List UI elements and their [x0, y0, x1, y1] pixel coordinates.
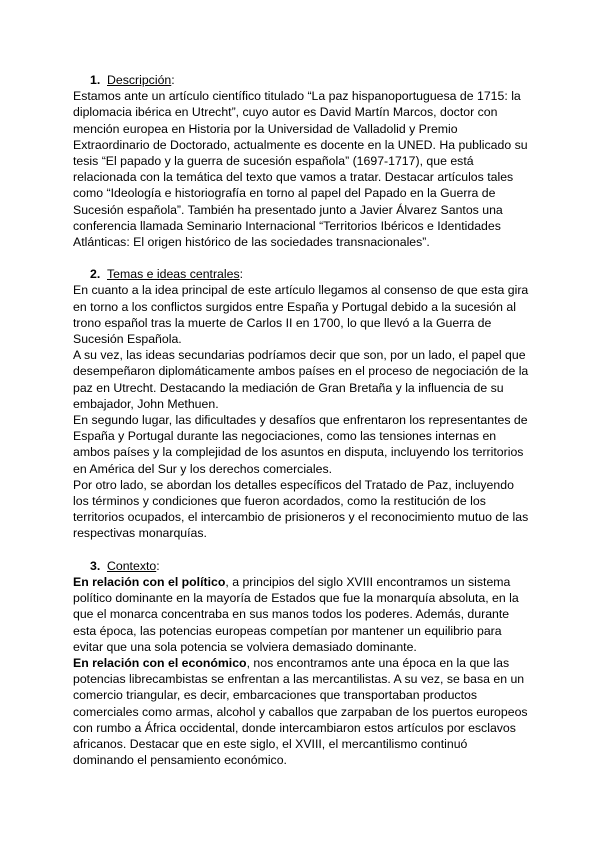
paragraph: En segundo lugar, las dificultades y desafíos que enfrentaron los representantes de España y Portugal durante las negociaciones, como las tensiones internas en ambos países y la complejidad de los asuntos en disputa, incluyendo los territorios en América del Sur y los derechos comerciales.: [73, 413, 528, 476]
section-heading: 2. Temas e ideas centrales:: [90, 267, 244, 282]
section-temas: [73, 266, 530, 541]
bold-lead: En relación con el político: [73, 574, 226, 589]
section-number: 2.: [90, 267, 101, 282]
section-title: Descripción: [107, 73, 172, 87]
section-contexto: [73, 558, 530, 769]
paragraph: Por otro lado, se abordan los detalles específicos del Tratado de Paz, incluyendo los términos y condiciones que fueron acordados, como la restitución de los territorios ocupados, el intercambio de prisioneros y el reconocimiento mutuo de las respectivas monarquías.: [73, 477, 529, 541]
section-descripcion: [73, 72, 530, 250]
paragraph: Estamos ante un artículo científico titulado “La paz hispanoportuguesa de 1715: la diplomacia ibérica en Utrecht”, cuyo autor es David Martín Marcos, doctor con mención europea en Historia por la Universidad de Valladolid y Premio Extraordinario de Doctorado, actualmente es docente en la UNED. Ha publicado su tesis “El papado y la guerra de sucesión española” (1697-1717), que está relacionada con la temática del texto que vamos a tratar. Destacar artículos tales como “Ideología e historiografía en torno al papel del Papado en la Guerra de Sucesión española”. También ha presentado junto a Javier Álvarez Santos una conferencia llamada Seminario Internacional “Territorios Ibéricos e Identidades Atlánticas: El origen histórico de las sociedades transnacionales”.: [73, 89, 528, 250]
paragraph: En cuanto a la idea principal de este artículo llegamos al consenso de que esta gira en torno a los conflictos surgidos entre España y Portugal debido a la sucesión al trono español tras la muerte de Carlos II en 1700, lo que llevó a la Guerra de Sucesión Española.: [73, 283, 529, 347]
section-number: 3.: [90, 558, 101, 573]
paragraph: En relación con el económico, nos encontramos ante una época en la que las potencias librecambistas se enfrentan a las mercantilistas. A su vez, se basa en un comercio triangular, es decir, embarcaciones que transportaban productos comerciales como armas, alcohol y caballos que zarpaban de los puertos europeos con rumbo a África occidental, donde intercambiaron estos artículos por esclavos africanos. Destacar que en este siglo, el XVIII, el mercantilismo continuó dominando el pensamiento económico.: [73, 655, 528, 768]
paragraph: En relación con el político, a principios del siglo XVIII encontramos un sistema político dominante en la mayoría de Estados que fue la monarquía absoluta, en la que el monarca concentraba en sus manos todos los poderes. Además, durante esta época, las potencias europeas competían por mantener un equilibrio para evitar que una sola potencia se volviera demasiado dominante.: [73, 574, 519, 654]
section-title: Temas e ideas centrales: [107, 267, 240, 282]
section-number: 1.: [90, 73, 101, 87]
section-heading: 1. Descripción:: [90, 73, 175, 87]
section-title: Contexto: [107, 558, 157, 573]
paragraph: A su vez, las ideas secundarias podríamos decir que son, por un lado, el papel que desempeñaron diplomáticamente ambos países en el proceso de negociación de la paz en Utrecht. Destacando la mediación de Gran Bretaña y la influencia de su embajador, John Methuen.: [73, 348, 529, 411]
bold-lead: En relación con el económico: [73, 655, 247, 670]
section-heading: 3. Contexto:: [90, 558, 160, 573]
